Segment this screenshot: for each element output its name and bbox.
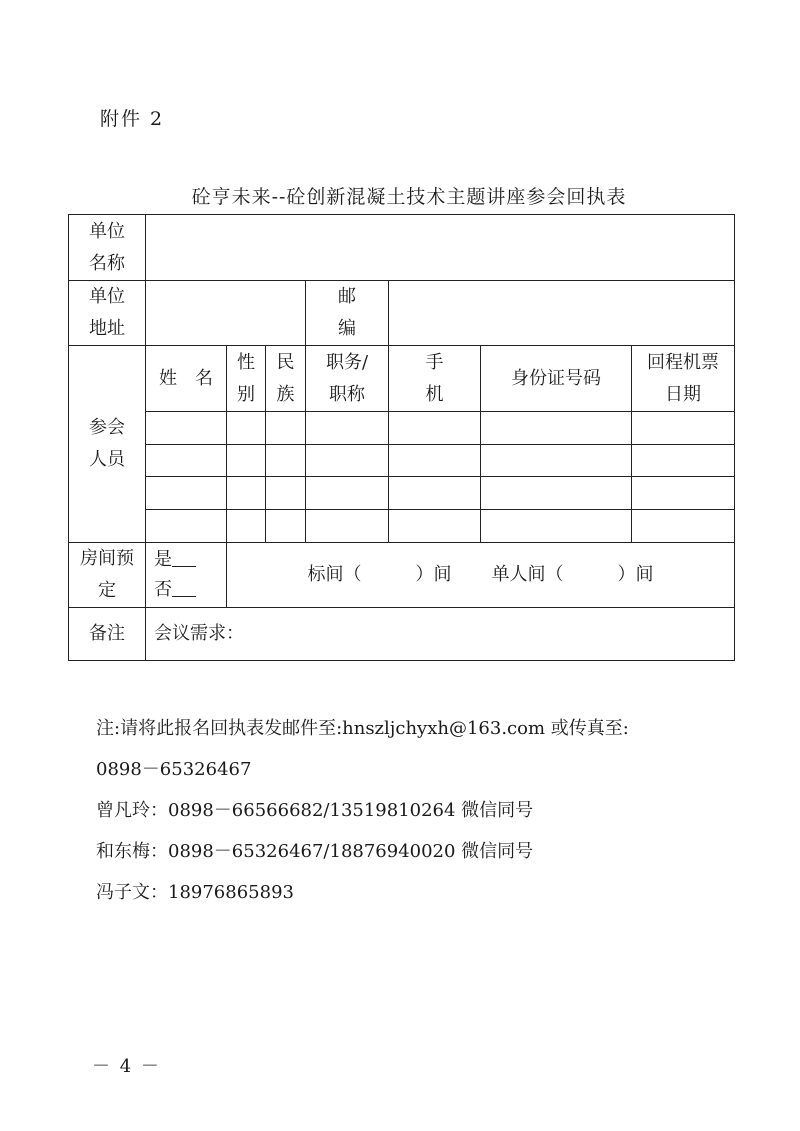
attendee-cell[interactable] (146, 510, 227, 543)
attendee-row (69, 510, 735, 543)
col-id-number-header: 身份证号码 (481, 346, 632, 412)
room-type-cell (227, 543, 735, 608)
room-yes-no-options (146, 543, 227, 608)
room-no-option[interactable]: 否 (154, 575, 226, 605)
postcode-field[interactable] (389, 281, 735, 346)
attendee-row (69, 477, 735, 510)
attendee-cell[interactable] (306, 445, 389, 477)
attendee-row (69, 412, 735, 445)
room-booking-label: 房间预 定 (69, 543, 146, 608)
registration-form-table (68, 214, 735, 661)
col-name-header: 姓 名 (146, 346, 227, 412)
attendee-cell[interactable] (266, 477, 306, 510)
note-contact-3: 冯子文：18976865893 (96, 882, 294, 903)
unit-name-label: 单位 名称 (69, 215, 146, 281)
col-position-header: 职务/ 职称 (306, 346, 389, 412)
attachment-label: 附件 2 (100, 108, 165, 130)
attendee-cell[interactable] (266, 445, 306, 477)
attendee-cell[interactable] (481, 412, 632, 445)
attendee-cell[interactable] (389, 445, 481, 477)
col-gender-header: 性 别 (227, 346, 266, 412)
col-phone-header: 手 机 (389, 346, 481, 412)
attendee-cell[interactable] (481, 477, 632, 510)
attendee-cell[interactable] (632, 477, 735, 510)
attendee-cell[interactable] (146, 477, 227, 510)
unit-address-field[interactable] (146, 281, 306, 346)
standard-room-count[interactable]: 标间（ ）间 (307, 564, 452, 585)
remarks-field[interactable]: 会议需求： (146, 608, 735, 661)
attendee-cell[interactable] (632, 412, 735, 445)
col-return-ticket-header: 回程机票 日期 (632, 346, 735, 412)
attendee-cell[interactable] (481, 445, 632, 477)
attendee-cell[interactable] (146, 412, 227, 445)
col-ethnicity-header: 民 族 (266, 346, 306, 412)
attendee-cell[interactable] (632, 510, 735, 543)
note-contact-1: 曾凡玲：0898－66566682/13519810264 微信同号 (96, 800, 534, 821)
unit-address-label: 单位 地址 (69, 281, 146, 346)
single-room-count[interactable]: 单人间（ ）间 (491, 564, 654, 585)
note-contact-2: 和东梅：0898－65326467/18876940020 微信同号 (96, 841, 534, 862)
attendee-cell[interactable] (266, 510, 306, 543)
attendee-cell[interactable] (146, 445, 227, 477)
attendee-cell[interactable] (306, 412, 389, 445)
attendees-label: 参会 人员 (69, 346, 146, 543)
attendee-cell[interactable] (306, 510, 389, 543)
attendee-cell[interactable] (227, 445, 266, 477)
attendee-cell[interactable] (389, 412, 481, 445)
postcode-label: 邮 编 (306, 281, 389, 346)
attendee-cell[interactable] (227, 477, 266, 510)
attendee-row (69, 445, 735, 477)
contact-notes (96, 708, 629, 913)
attendee-cell[interactable] (266, 412, 306, 445)
note-email-fax: 注:请将此报名回执表发邮件至:hnszljchyxh@163.com 或传真至: (96, 718, 629, 739)
unit-name-field[interactable] (146, 215, 735, 281)
attendee-cell[interactable] (227, 412, 266, 445)
attendee-cell[interactable] (306, 477, 389, 510)
attendee-cell[interactable] (481, 510, 632, 543)
page-number: － 4 － (92, 1056, 161, 1077)
attendee-cell[interactable] (632, 445, 735, 477)
note-fax-number: 0898－65326467 (96, 759, 252, 780)
room-yes-option[interactable]: 是 (154, 545, 226, 575)
attendee-cell[interactable] (227, 510, 266, 543)
remarks-label: 备注 (69, 608, 146, 661)
attendee-cell[interactable] (389, 510, 481, 543)
attendee-cell[interactable] (389, 477, 481, 510)
form-title: 砼亨未来--砼创新混凝土技术主题讲座参会回执表 (191, 186, 627, 208)
